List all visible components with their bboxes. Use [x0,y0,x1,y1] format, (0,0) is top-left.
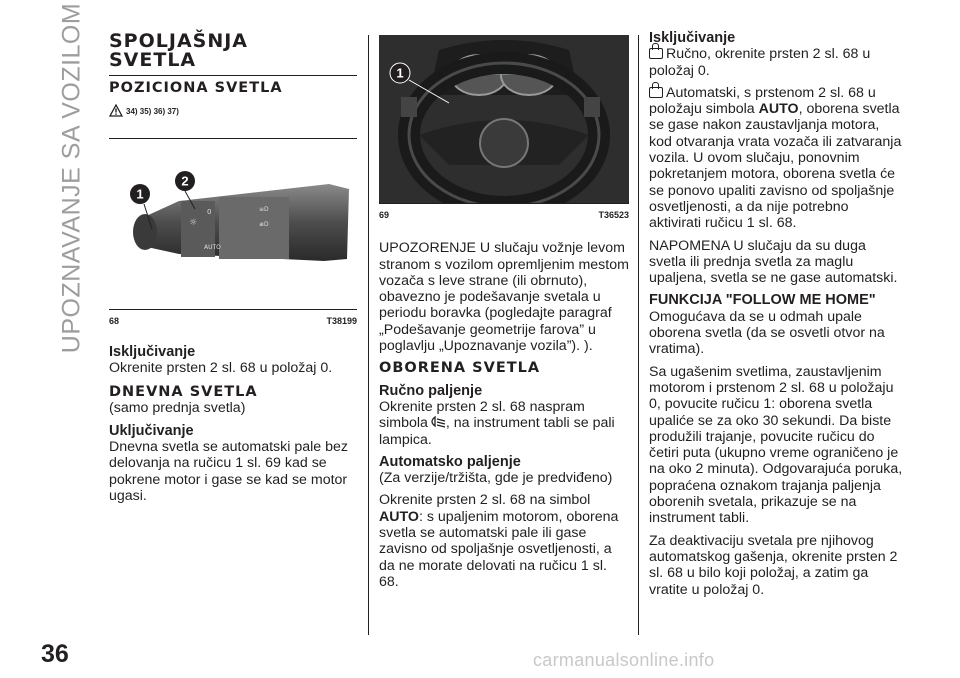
text-ukljucivanje: Dnevna svetla se automatski pale bez delovanja na ručicu 1 sl. 69 kad se pokrene motor i gase se kad se motor ugasi. [109,439,348,504]
heading-iskljucivanje-2: Isključivanje [649,30,736,46]
fig68-code: T38199 [326,316,357,327]
heading-automatsko: Automatsko paljenje [379,453,521,470]
svg-text:AUTO: AUTO [204,244,221,252]
text-automatsko: Okrenite prsten 2 sl. 68 na simbol AUTO: s upaljenim motorom, oborena svetla se automatski pale ili gase zavisno od spoljašnje osvetljenosti, a da ne morate delovati na ručicu 1 sl. 68. [379,492,619,590]
figure-bottom-rule [109,309,357,310]
figure-68-caption [109,313,357,329]
fig69-callout-1: 1 [396,65,404,81]
column-divider-2 [638,35,639,635]
section-heading-poziciona: POZICIONA SVETLA [109,80,283,96]
fig69-code: T36523 [598,210,629,220]
text-dnevna-sub: (samo prednja svetla) [109,400,246,417]
figure-69-caption [379,207,629,223]
key-icon [649,87,663,98]
svg-text:≡D: ≡D [259,206,269,214]
column-divider-1 [368,35,369,635]
text-iskl-auto: Automatski, s prstenom 2 sl. 68 u položaju simbola AUTO, oborena svetla se gase nakon zaustavljanja motora, kod otvaranja vrata vozača ili zatvaranja vozila. U ovom slučaju, ponovnim pokretanjem motora, oborena svetla će se ponovo upaliti zavisno od spoljašnje osvetljenosti, a da nije potrebno aktivirati ručicu 1 sl. 68. [649,84,902,232]
text-follow-1: Omogućava da se u odmah upale oborena svetla (da se osvetli otvor na vratima). [649,308,885,358]
key-icon [649,48,663,59]
fig68-callout-1: 1 [136,186,144,202]
warning-triangle-icon [109,104,123,117]
chapter-title-line1: SPOLJAŠNJA [109,30,249,52]
svg-text:☼: ☼ [189,218,198,229]
column-3 [649,0,904,604]
light-stalk-illustration [109,139,357,309]
heading-ukljucivanje: Uključivanje [109,422,194,439]
watermark: carmanualsonline.info [533,650,715,670]
section-heading-dnevna: DNEVNA SVETLA [109,384,258,401]
section-heading-oborena: OBORENA SVETLA [379,360,541,377]
text-follow-2: Sa ugašenim svetlima, zaustavljenim motorom i prstenom 2 sl. 68 u položaju 0, povucite ručicu 1: oborena svetla upaliće se za oko 30 sekundi. Da biste produžili trajanje, povucite ručicu do četiri puta (ukupno vreme ograničeno je na oko 2 minuta). Odgovarajuća poruka, popraćena oznakom trajanja paljenja oborenih svetala, prikazuje se na instrument tabli. [649,363,903,527]
title-rule [109,75,357,76]
figure-69-dashboard [379,35,629,203]
low-beam-icon [428,415,446,428]
figure69-bottom-rule [379,203,629,204]
figure-68-stalk [109,139,357,309]
fig68-number: 68 [109,316,120,327]
heading-rucno: Ručno paljenje [379,382,483,399]
chapter-title-line2: SVETLA [109,49,197,71]
column-1 [109,0,357,510]
svg-text:≢D: ≢D [259,221,269,229]
column-2 [379,0,629,596]
text-rucno: Okrenite prsten 2 sl. 68 naspram simbola , na instrument tabli se pali lampica. [379,398,615,448]
page-number: 36 [41,640,69,668]
fig68-callout-2: 2 [181,173,189,189]
text-iskljucivanje: Okrenite prsten 2 sl. 68 u položaj 0. [109,359,333,376]
fig69-number: 69 [379,210,390,220]
steering-wheel-illustration [379,35,629,203]
svg-text:0: 0 [207,208,212,217]
text-upozorenje: UPOZORENJE U slučaju vožnje levom stranom s vozilom opremljenim mestom vozača s leve strane (ili obrnuto), obavezno je podešavanje svetala u periodu boravka (pogledajte paragraf „Podešavanje geometrije farova” u poglavlju „Upoznavanje vozila”). ). [379,240,629,355]
text-follow-3: Za deaktivaciju svetala pre njihovog automatskog gašenja, okrenite prsten 2 sl. 68 u bilo koji položaj, a zatim ga vratite u položaj 0. [649,532,898,598]
heading-follow-me-home: FUNKCIJA "FOLLOW ME HOME" [649,292,876,309]
text-iskl-manual: Ručno, okrenite prsten 2 sl. 68 u položaj 0. [649,46,871,79]
warning-notes: 34) 35) 36) 37) [126,107,179,117]
text-napomena: NAPOMENA U slučaju da su duga svetla ili prednja svetla za maglu upaljena, svetla se ne gase automatski. [649,237,898,287]
text-automatsko-sub: (Za verzije/tržišta, gde je predviđeno) [379,470,613,487]
heading-iskljucivanje: Isključivanje [109,343,196,360]
side-chapter-title: UPOZNAVANJE SA VOZILOM [57,2,86,353]
